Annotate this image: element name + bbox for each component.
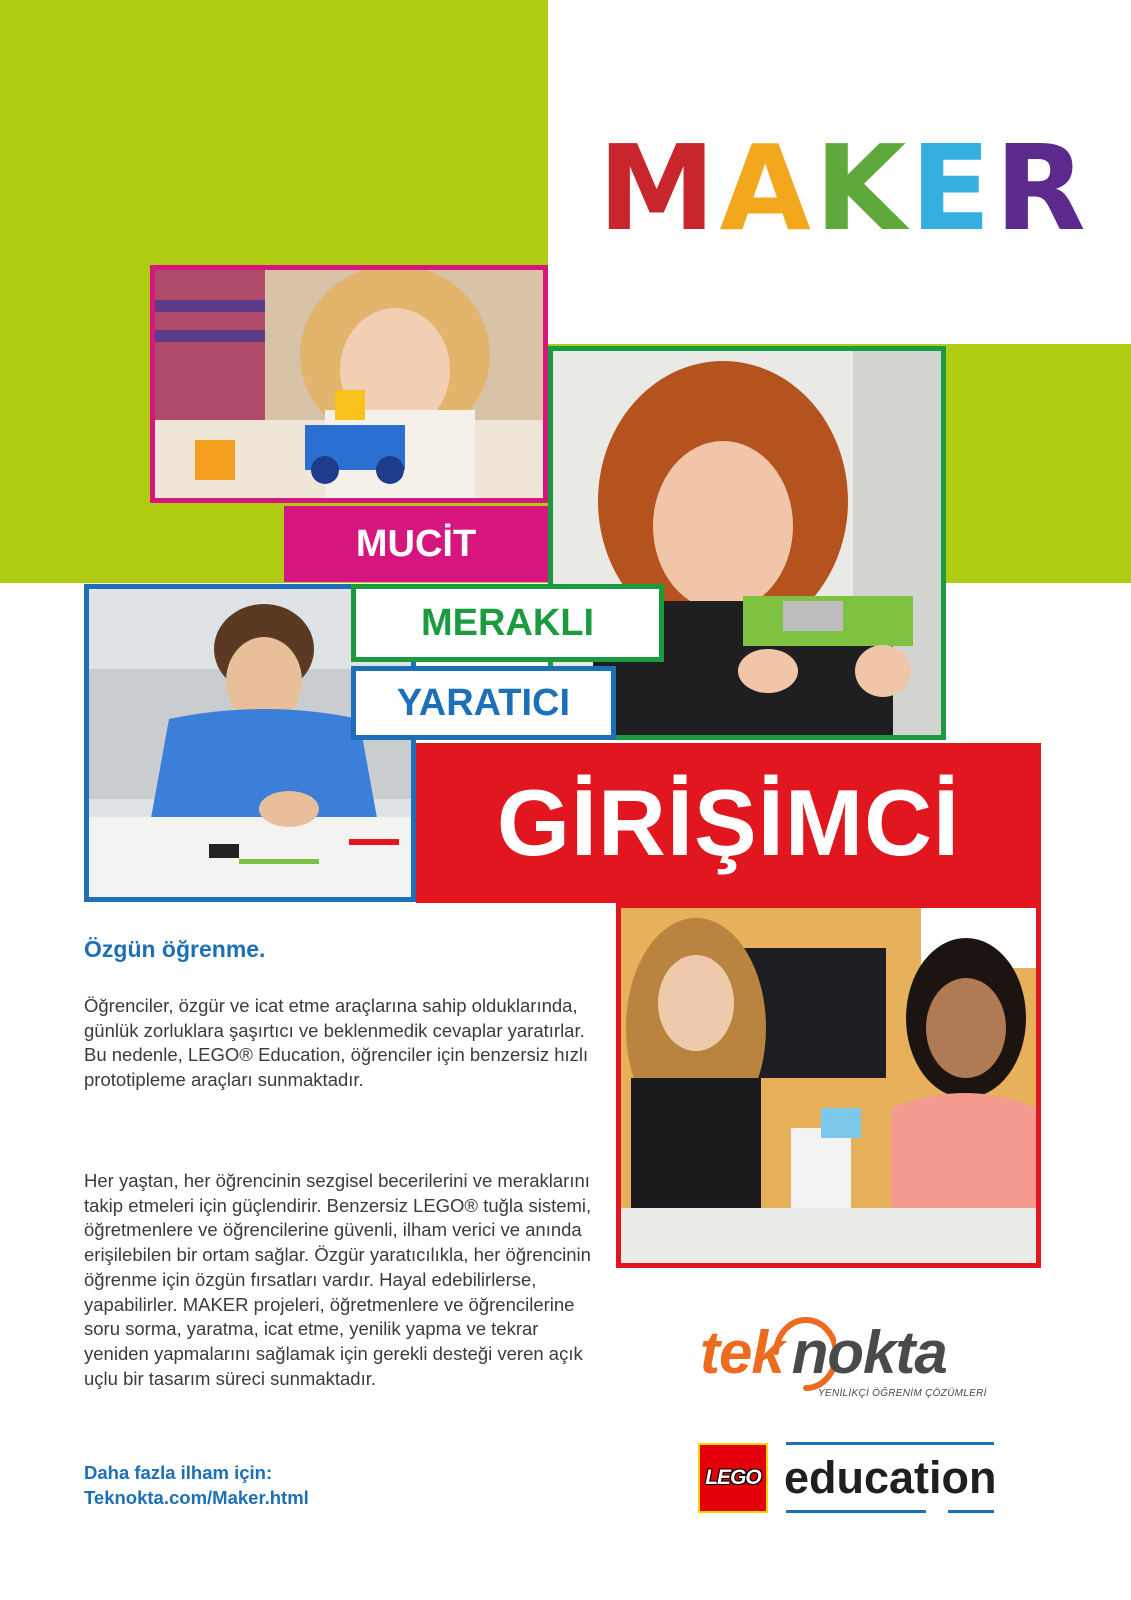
label-girisimci: GİRİŞİMCİ [416, 743, 1041, 903]
education-rule-bottom-right [948, 1510, 994, 1513]
photo-two-girls-laughing [616, 903, 1041, 1268]
cta-text: Daha fazla ilham için: [84, 1462, 273, 1483]
education-rule-top [786, 1442, 994, 1445]
label-merakli: MERAKLI [351, 584, 664, 662]
photo-girl-building [150, 265, 548, 503]
education-rule-bottom-left [786, 1510, 926, 1513]
lego-logo-text: LEGO [705, 1466, 761, 1489]
maker-letter-a: A [719, 119, 809, 257]
label-yaratici: YARATICI [351, 666, 616, 740]
teknokta-word-nokta: nokta [791, 1319, 947, 1386]
maker-letter-m: M [598, 119, 714, 257]
call-to-action [84, 1460, 584, 1510]
section-heading: Özgün öğrenme. [84, 936, 266, 962]
lego-logo [698, 1443, 768, 1513]
maker-logo [598, 119, 1084, 257]
paragraph-details: Her yaştan, her öğrencinin sezgisel becerilerini ve meraklarını takip etmeleri için güçlendirir. Benzersiz LEGO® tuğla sistemi, öğretmenlere ve öğrencilerine güvenli, ilham verici ve anında erişilebilen bir ortam sağlar. Özgür yaratıcılıkla, her öğrencinin öğrenme için özgün fırsatları vardır. Hayal edebilirlerse, yapabilirler. MAKER projeleri, öğretmenlere ve öğrencilerine soru sorma, yaratma, icat etme, yenilik yapma ve tekrar yeniden yapmalarını sağlamak için gerekli desteği veren açık uçlu bir tasarım süreci sunmaktadır. [84, 1170, 592, 1389]
teknokta-tagline: YENİLİKÇİ ÖĞRENİM ÇÖZÜMLERİ [818, 1388, 987, 1399]
teknokta-word-tek: tek [700, 1319, 784, 1386]
education-wordmark: education [784, 1452, 997, 1503]
teknokta-logo [700, 1318, 1000, 1408]
paragraph-intro: Öğrenciler, özgür ve icat etme araçlarına sahip olduklarında, günlük zorluklara şaşırtıcı ve beklenmedik cevaplar yaratırlar. Bu nedenle, LEGO® Education, öğrenciler için benzersiz hızlı prototipleme araçları sunmaktadır. [84, 995, 589, 1091]
maker-letter-k: K [814, 119, 905, 257]
maker-letter-e: E [910, 119, 989, 257]
maker-letter-r: R [994, 119, 1084, 257]
label-mucit: MUCİT [284, 506, 548, 582]
cta-link[interactable]: Teknokta.com/Maker.html [84, 1487, 309, 1508]
